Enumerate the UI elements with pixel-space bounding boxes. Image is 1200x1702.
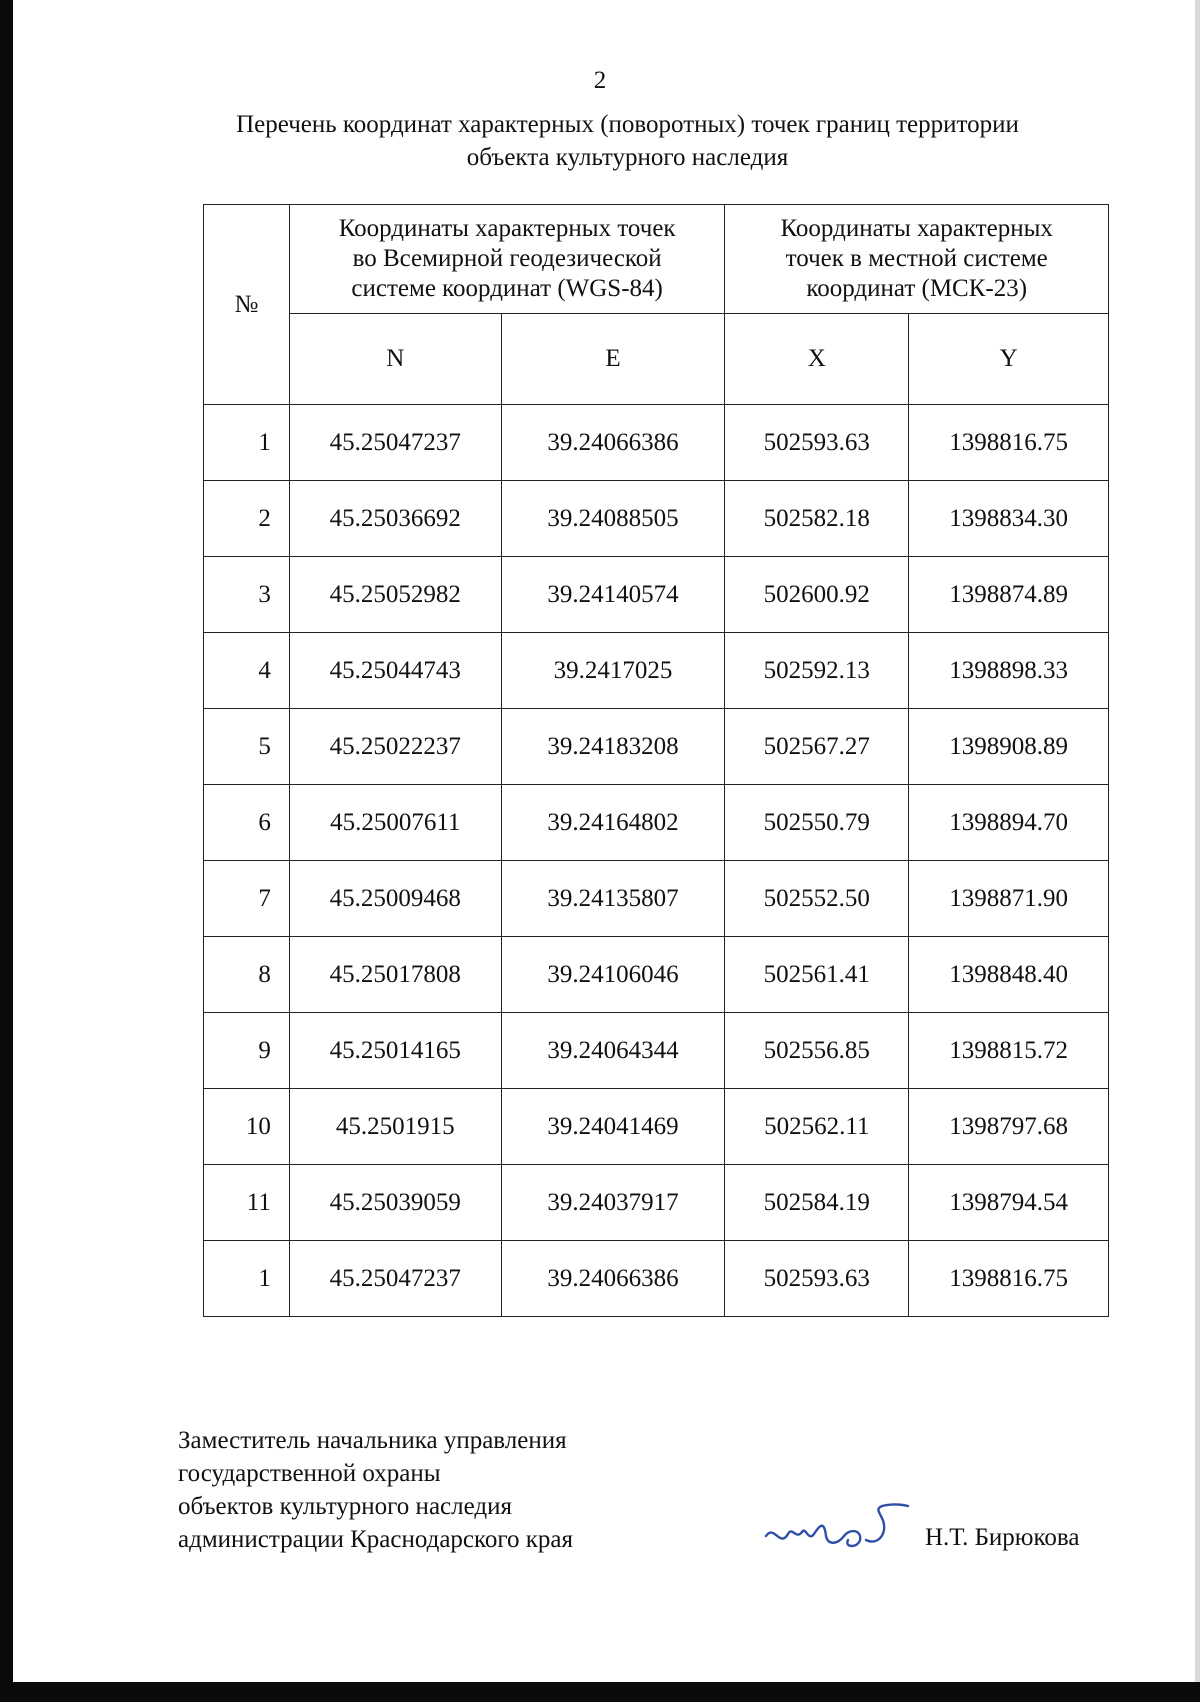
cell-n: 45.2501915 xyxy=(289,1089,501,1165)
cell-e: 39.2417025 xyxy=(501,633,725,709)
cell-e: 39.24164802 xyxy=(501,785,725,861)
cell-x: 502582.18 xyxy=(725,481,909,557)
header-msk23 xyxy=(725,205,1109,314)
subheader-n: N xyxy=(289,314,501,405)
table-row xyxy=(204,1165,1109,1241)
cell-n: 45.25039059 xyxy=(289,1165,501,1241)
signer-line-1: Заместитель начальника управления xyxy=(178,1427,567,1454)
header-msk23-line-3: координат (МСК-23) xyxy=(806,275,1028,302)
subheader-e: E xyxy=(501,314,725,405)
cell-n: 45.25022237 xyxy=(289,709,501,785)
cell-e: 39.24088505 xyxy=(501,481,725,557)
table-row xyxy=(204,1089,1109,1165)
cell-e: 39.24041469 xyxy=(501,1089,725,1165)
table-row xyxy=(204,405,1109,481)
table-subheader-row xyxy=(204,314,1109,405)
cell-n: 45.25009468 xyxy=(289,861,501,937)
cell-x: 502556.85 xyxy=(725,1013,909,1089)
cell-x: 502592.13 xyxy=(725,633,909,709)
cell-e: 39.24066386 xyxy=(501,1241,725,1317)
cell-n: 45.25047237 xyxy=(289,1241,501,1317)
cell-n: 45.25017808 xyxy=(289,937,501,1013)
cell-n: 45.25047237 xyxy=(289,405,501,481)
cell-n: 45.25014165 xyxy=(289,1013,501,1089)
table-row xyxy=(204,1241,1109,1317)
cell-e: 39.24037917 xyxy=(501,1165,725,1241)
header-wgs84-line-3: системе координат (WGS-84) xyxy=(351,275,663,302)
cell-x: 502562.11 xyxy=(725,1089,909,1165)
subheader-y: Y xyxy=(909,314,1109,405)
table-row xyxy=(204,937,1109,1013)
cell-number: 10 xyxy=(204,1089,290,1165)
cell-e: 39.24066386 xyxy=(501,405,725,481)
cell-y: 1398794.54 xyxy=(909,1165,1109,1241)
table-row xyxy=(204,633,1109,709)
cell-y: 1398894.70 xyxy=(909,785,1109,861)
cell-number: 3 xyxy=(204,557,290,633)
handwritten-signature xyxy=(762,1496,912,1566)
header-number: № xyxy=(204,205,290,405)
cell-number: 2 xyxy=(204,481,290,557)
table-row xyxy=(204,481,1109,557)
signer-line-3: объектов культурного наследия xyxy=(178,1493,512,1520)
cell-x: 502550.79 xyxy=(725,785,909,861)
signer-name: Н.Т. Бирюкова xyxy=(925,1524,1080,1551)
cell-y: 1398874.89 xyxy=(909,557,1109,633)
signer-line-4: администрации Краснодарского края xyxy=(178,1526,574,1553)
cell-y: 1398816.75 xyxy=(909,1241,1109,1317)
header-wgs84 xyxy=(289,205,725,314)
cell-x: 502567.27 xyxy=(725,709,909,785)
cell-e: 39.24140574 xyxy=(501,557,725,633)
header-msk23-line-2: точек в местной системе xyxy=(785,245,1048,272)
scan-edge-left xyxy=(0,0,13,1702)
cell-x: 502561.41 xyxy=(725,937,909,1013)
cell-number: 5 xyxy=(204,709,290,785)
cell-x: 502600.92 xyxy=(725,557,909,633)
cell-number: 9 xyxy=(204,1013,290,1089)
cell-y: 1398815.72 xyxy=(909,1013,1109,1089)
cell-n: 45.25007611 xyxy=(289,785,501,861)
table-header-row xyxy=(204,205,1109,314)
document-title xyxy=(160,108,1095,174)
cell-number: 11 xyxy=(204,1165,290,1241)
table-row xyxy=(204,861,1109,937)
cell-number: 6 xyxy=(204,785,290,861)
title-line-1: Перечень координат характерных (поворотных) точек границ территории xyxy=(236,111,1019,138)
cell-number: 1 xyxy=(204,1241,290,1317)
cell-y: 1398898.33 xyxy=(909,633,1109,709)
header-wgs84-line-1: Координаты характерных точек xyxy=(338,215,676,242)
cell-x: 502593.63 xyxy=(725,1241,909,1317)
cell-n: 45.25044743 xyxy=(289,633,501,709)
cell-number: 7 xyxy=(204,861,290,937)
table-row xyxy=(204,1013,1109,1089)
header-wgs84-line-2: во Всемирной геодезической xyxy=(352,245,662,272)
subheader-x: X xyxy=(725,314,909,405)
coordinates-table xyxy=(203,204,1109,1317)
cell-n: 45.25036692 xyxy=(289,481,501,557)
cell-y: 1398848.40 xyxy=(909,937,1109,1013)
scan-edge-right xyxy=(1195,0,1200,1702)
title-line-2: объекта культурного наследия xyxy=(466,144,789,171)
cell-y: 1398797.68 xyxy=(909,1089,1109,1165)
cell-x: 502584.19 xyxy=(725,1165,909,1241)
cell-n: 45.25052982 xyxy=(289,557,501,633)
page-number: 2 xyxy=(593,67,607,94)
cell-e: 39.24106046 xyxy=(501,937,725,1013)
table-row xyxy=(204,557,1109,633)
scan-edge-bottom xyxy=(0,1682,1200,1702)
signer-position xyxy=(178,1424,573,1556)
cell-e: 39.24064344 xyxy=(501,1013,725,1089)
cell-e: 39.24135807 xyxy=(501,861,725,937)
cell-x: 502552.50 xyxy=(725,861,909,937)
cell-number: 4 xyxy=(204,633,290,709)
cell-y: 1398908.89 xyxy=(909,709,1109,785)
table-row xyxy=(204,785,1109,861)
cell-y: 1398871.90 xyxy=(909,861,1109,937)
cell-number: 1 xyxy=(204,405,290,481)
cell-x: 502593.63 xyxy=(725,405,909,481)
cell-e: 39.24183208 xyxy=(501,709,725,785)
cell-number: 8 xyxy=(204,937,290,1013)
cell-y: 1398816.75 xyxy=(909,405,1109,481)
signer-line-2: государственной охраны xyxy=(178,1460,441,1487)
cell-y: 1398834.30 xyxy=(909,481,1109,557)
table-row xyxy=(204,709,1109,785)
header-msk23-line-1: Координаты характерных xyxy=(780,215,1053,242)
